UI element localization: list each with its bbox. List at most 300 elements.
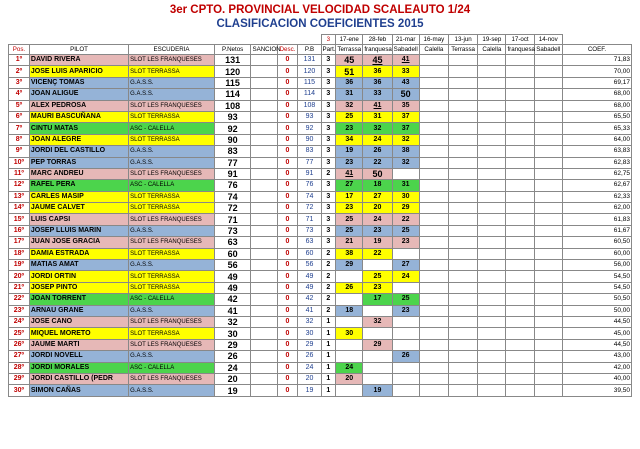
- row-pilot: JOSE CANO: [29, 316, 128, 327]
- row-race-7: [506, 77, 534, 88]
- row-points-net: 76: [214, 180, 251, 191]
- row-team: G.A.S.S.: [129, 89, 215, 100]
- row-race-7: [506, 134, 534, 145]
- row-points-net: 71: [214, 214, 251, 225]
- row-race-5: [449, 362, 478, 373]
- row-team: SLOT LES FRANQUESES: [129, 55, 215, 66]
- row-race-8: [534, 191, 562, 202]
- row-team: SLOT TERRASSA: [129, 328, 215, 339]
- row-race-3: [392, 168, 419, 179]
- row-discard: 0: [277, 77, 298, 88]
- row-participations: 2: [321, 271, 336, 282]
- row-race-5: [449, 271, 478, 282]
- row-race-4: [419, 282, 448, 293]
- row-discard: 0: [277, 214, 298, 225]
- row-pilot: CINTU MATAS: [29, 123, 128, 134]
- row-coefficient: 62,67: [562, 180, 631, 191]
- row-race-3: 32: [392, 134, 419, 145]
- row-race-2: 22: [363, 248, 392, 259]
- row-race-8: [534, 328, 562, 339]
- row-pilot: DAVID RIVERA: [29, 55, 128, 66]
- row-race-6: [478, 248, 506, 259]
- row-points-gross: 41: [298, 305, 321, 316]
- row-pos: 10º: [9, 157, 30, 168]
- row-participations: 2: [321, 282, 336, 293]
- row-coefficient: 43,00: [562, 351, 631, 362]
- row-team: SLOT TERRASSA: [129, 191, 215, 202]
- row-points-gross: 56: [298, 260, 321, 271]
- venue-1: Terrassa: [337, 46, 362, 53]
- row-team: ASC - CALELLA: [129, 123, 215, 134]
- row-team: SLOT TERRASSA: [129, 248, 215, 259]
- row-participations: 2: [321, 168, 336, 179]
- row-race-3: 35: [392, 100, 419, 111]
- races-count: 3: [321, 35, 336, 45]
- row-race-2: 23: [363, 282, 392, 293]
- row-pilot: JORDI NOVELL: [29, 351, 128, 362]
- row-race-1: 20: [336, 373, 363, 384]
- row-points-gross: 115: [298, 77, 321, 88]
- row-race-7: [506, 248, 534, 259]
- table-row: [9, 146, 632, 157]
- row-race-4: [419, 248, 448, 259]
- row-race-4: [419, 305, 448, 316]
- row-points-gross: 49: [298, 271, 321, 282]
- row-team: G.A.S.S.: [129, 146, 215, 157]
- row-race-8: [534, 248, 562, 259]
- row-race-4: [419, 146, 448, 157]
- row-sanction: [251, 305, 277, 316]
- row-team: SLOT LES FRANQUESES: [129, 214, 215, 225]
- row-discard: 0: [277, 316, 298, 327]
- row-sanction: [251, 351, 277, 362]
- date-2: 28-feb: [363, 35, 392, 45]
- venue-3: Sabadell: [393, 46, 418, 53]
- table-row: [9, 373, 632, 384]
- row-race-1: [336, 294, 363, 305]
- table-row: [9, 180, 632, 191]
- row-race-7: [506, 55, 534, 66]
- row-pos: 30º: [9, 385, 30, 396]
- row-race-5: [449, 111, 478, 122]
- row-race-8: [534, 362, 562, 373]
- table-row: [9, 66, 632, 77]
- row-points-gross: 60: [298, 248, 321, 259]
- row-race-1: 27: [336, 180, 363, 191]
- row-race-8: [534, 294, 562, 305]
- row-discard: 0: [277, 168, 298, 179]
- table-row: [9, 214, 632, 225]
- row-points-net: 115: [214, 77, 251, 88]
- row-race-6: [478, 316, 506, 327]
- row-points-net: 114: [214, 89, 251, 100]
- row-team: ASC - CALELLA: [129, 294, 215, 305]
- page-subtitle: CLASIFICACION COEFICIENTES 2015: [216, 18, 424, 30]
- row-coefficient: 40,00: [562, 373, 631, 384]
- row-race-3: [392, 328, 419, 339]
- row-points-net: 73: [214, 225, 251, 236]
- row-points-net: 77: [214, 157, 251, 168]
- table-row: [9, 134, 632, 145]
- row-discard: 0: [277, 123, 298, 134]
- row-pos: 26º: [9, 339, 30, 350]
- row-discard: 0: [277, 203, 298, 214]
- row-sanction: [251, 123, 277, 134]
- col-desc: Desc.: [277, 45, 298, 55]
- row-race-3: 43: [392, 77, 419, 88]
- row-coefficient: 45,00: [562, 328, 631, 339]
- row-team: G.A.S.S.: [129, 77, 215, 88]
- row-pilot: JORDI ORTIN: [29, 271, 128, 282]
- row-race-3: [392, 339, 419, 350]
- row-coefficient: 65,33: [562, 123, 631, 134]
- row-race-2: 18: [363, 180, 392, 191]
- row-sanction: [251, 282, 277, 293]
- row-pilot: MIQUEL MORETO: [29, 328, 128, 339]
- col-pnet: P.Netos: [214, 45, 251, 55]
- row-coefficient: 44,50: [562, 339, 631, 350]
- row-race-8: [534, 168, 562, 179]
- row-race-4: [419, 260, 448, 271]
- venue-7: franquesa: [507, 46, 535, 53]
- row-race-4: [419, 339, 448, 350]
- row-race-7: [506, 100, 534, 111]
- row-race-5: [449, 55, 478, 66]
- row-coefficient: 54,50: [562, 271, 631, 282]
- row-race-1: [336, 316, 363, 327]
- row-points-net: 30: [214, 328, 251, 339]
- row-discard: 0: [277, 237, 298, 248]
- row-race-5: [449, 203, 478, 214]
- row-pos: 15º: [9, 214, 30, 225]
- row-race-5: [449, 180, 478, 191]
- row-race-3: 32: [392, 157, 419, 168]
- col-pos: Pos.: [9, 45, 30, 55]
- row-coefficient: 65,50: [562, 111, 631, 122]
- row-race-5: [449, 260, 478, 271]
- row-race-1: 41: [336, 168, 363, 179]
- row-participations: 3: [321, 225, 336, 236]
- row-race-8: [534, 77, 562, 88]
- row-race-5: [449, 89, 478, 100]
- row-pos: 6º: [9, 111, 30, 122]
- row-race-4: [419, 237, 448, 248]
- col-part: Part.: [322, 46, 336, 53]
- row-race-6: [478, 237, 506, 248]
- row-sanction: [251, 237, 277, 248]
- row-race-1: [336, 339, 363, 350]
- row-participations: 2: [321, 260, 336, 271]
- row-discard: 0: [277, 134, 298, 145]
- row-points-net: 83: [214, 146, 251, 157]
- row-team: G.A.S.S.: [129, 260, 215, 271]
- row-pos: 5º: [9, 100, 30, 111]
- row-race-3: [392, 385, 419, 396]
- row-race-7: [506, 260, 534, 271]
- row-participations: 1: [321, 373, 336, 384]
- row-race-1: 19: [336, 146, 363, 157]
- table-row: [9, 260, 632, 271]
- row-race-7: [506, 89, 534, 100]
- row-discard: 0: [277, 271, 298, 282]
- row-points-gross: 71: [298, 214, 321, 225]
- row-race-4: [419, 77, 448, 88]
- row-race-4: [419, 168, 448, 179]
- row-race-7: [506, 282, 534, 293]
- row-participations: 3: [321, 146, 336, 157]
- row-race-5: [449, 328, 478, 339]
- row-discard: 0: [277, 362, 298, 373]
- row-discard: 0: [277, 385, 298, 396]
- row-pos: 17º: [9, 237, 30, 248]
- row-race-1: 31: [336, 89, 363, 100]
- row-race-6: [478, 134, 506, 145]
- row-race-2: 41: [363, 100, 392, 111]
- row-race-6: [478, 203, 506, 214]
- table-row: [9, 237, 632, 248]
- row-team: SLOT LES FRANQUESES: [129, 168, 215, 179]
- table-row: [9, 305, 632, 316]
- row-pos: 1º: [9, 55, 30, 66]
- row-sanction: [251, 66, 277, 77]
- date-5: 13-jun: [449, 35, 478, 45]
- row-pilot: ALEX PEDROSA: [29, 100, 128, 111]
- date-7: 17-oct: [506, 35, 534, 45]
- row-coefficient: 54,50: [562, 282, 631, 293]
- row-race-1: 30: [336, 328, 363, 339]
- row-participations: 3: [321, 89, 336, 100]
- row-sanction: [251, 100, 277, 111]
- row-sanction: [251, 294, 277, 305]
- row-race-4: [419, 385, 448, 396]
- row-pilot: JOSEP PINTO: [29, 282, 128, 293]
- row-points-gross: 131: [298, 55, 321, 66]
- row-race-8: [534, 305, 562, 316]
- row-race-5: [449, 66, 478, 77]
- row-race-7: [506, 339, 534, 350]
- row-race-1: 21: [336, 237, 363, 248]
- row-pos: 4º: [9, 89, 30, 100]
- row-pilot: JORDI MORALES: [29, 362, 128, 373]
- row-pos: 18º: [9, 248, 30, 259]
- row-points-net: 29: [214, 339, 251, 350]
- row-discard: 0: [277, 294, 298, 305]
- row-race-8: [534, 339, 562, 350]
- row-race-4: [419, 316, 448, 327]
- row-pos: 19º: [9, 260, 30, 271]
- row-points-net: 26: [214, 351, 251, 362]
- row-race-2: 23: [363, 225, 392, 236]
- row-pilot: JAUME MARTI: [29, 339, 128, 350]
- row-pos: 2º: [9, 66, 30, 77]
- row-race-8: [534, 316, 562, 327]
- row-sanction: [251, 373, 277, 384]
- row-coefficient: 62,83: [562, 157, 631, 168]
- row-pos: 27º: [9, 351, 30, 362]
- row-race-4: [419, 225, 448, 236]
- row-race-8: [534, 180, 562, 191]
- row-points-gross: 72: [298, 203, 321, 214]
- row-team: SLOT LES FRANQUESES: [129, 339, 215, 350]
- row-race-1: 38: [336, 248, 363, 259]
- row-points-gross: 63: [298, 237, 321, 248]
- date-3: 21-mar: [392, 35, 419, 45]
- row-race-3: 41: [392, 55, 419, 66]
- row-race-6: [478, 157, 506, 168]
- row-sanction: [251, 225, 277, 236]
- row-race-1: 17: [336, 191, 363, 202]
- row-race-4: [419, 100, 448, 111]
- row-race-2: 32: [363, 123, 392, 134]
- row-race-3: 22: [392, 214, 419, 225]
- row-points-net: 72: [214, 203, 251, 214]
- row-race-3: 27: [392, 260, 419, 271]
- row-race-8: [534, 282, 562, 293]
- row-race-3: 33: [392, 66, 419, 77]
- row-coefficient: 69,17: [562, 77, 631, 88]
- row-coefficient: 62,00: [562, 203, 631, 214]
- row-participations: 3: [321, 111, 336, 122]
- row-race-2: [363, 362, 392, 373]
- table-row: [9, 89, 632, 100]
- row-points-net: 93: [214, 111, 251, 122]
- row-race-2: 29: [363, 339, 392, 350]
- row-coefficient: 61,67: [562, 225, 631, 236]
- row-race-2: 33: [363, 89, 392, 100]
- row-race-2: 19: [363, 237, 392, 248]
- row-race-1: [336, 385, 363, 396]
- row-race-4: [419, 214, 448, 225]
- row-race-7: [506, 66, 534, 77]
- row-participations: 1: [321, 385, 336, 396]
- row-pilot: PEP TORRAS: [29, 157, 128, 168]
- row-points-net: 131: [214, 55, 251, 66]
- row-race-8: [534, 385, 562, 396]
- row-race-5: [449, 351, 478, 362]
- row-race-1: [336, 271, 363, 282]
- row-race-3: 26: [392, 351, 419, 362]
- row-race-5: [449, 385, 478, 396]
- row-participations: 3: [321, 66, 336, 77]
- row-team: G.A.S.S.: [129, 385, 215, 396]
- row-race-4: [419, 55, 448, 66]
- row-team: ASC - CALELLA: [129, 362, 215, 373]
- row-points-gross: 30: [298, 328, 321, 339]
- row-participations: 1: [321, 362, 336, 373]
- row-points-net: 63: [214, 237, 251, 248]
- row-race-6: [478, 123, 506, 134]
- row-participations: 1: [321, 316, 336, 327]
- row-race-2: [363, 305, 392, 316]
- row-race-1: 24: [336, 362, 363, 373]
- row-points-gross: 114: [298, 89, 321, 100]
- row-team: SLOT LES FRANQUESES: [129, 100, 215, 111]
- row-points-net: 49: [214, 282, 251, 293]
- row-race-7: [506, 111, 534, 122]
- row-race-7: [506, 271, 534, 282]
- row-pos: 24º: [9, 316, 30, 327]
- row-pos: 13º: [9, 191, 30, 202]
- row-race-6: [478, 100, 506, 111]
- row-race-2: 45: [363, 55, 392, 66]
- table-row: [9, 77, 632, 88]
- col-team: ESCUDERIA: [129, 45, 215, 55]
- row-race-1: 34: [336, 134, 363, 145]
- row-race-7: [506, 305, 534, 316]
- row-pos: 14º: [9, 203, 30, 214]
- row-sanction: [251, 260, 277, 271]
- row-race-4: [419, 203, 448, 214]
- row-coefficient: 44,50: [562, 316, 631, 327]
- table-row: [9, 328, 632, 339]
- row-race-2: 20: [363, 203, 392, 214]
- row-race-1: 36: [336, 77, 363, 88]
- row-race-5: [449, 373, 478, 384]
- row-pilot: MATIAS AMAT: [29, 260, 128, 271]
- row-race-7: [506, 373, 534, 384]
- row-race-7: [506, 351, 534, 362]
- row-coefficient: 62,33: [562, 191, 631, 202]
- row-participations: 2: [321, 248, 336, 259]
- table-row: [9, 100, 632, 111]
- row-race-3: 37: [392, 111, 419, 122]
- row-team: SLOT TERRASSA: [129, 282, 215, 293]
- row-pilot: CARLES MASIP: [29, 191, 128, 202]
- date-1: 17-ene: [336, 35, 363, 45]
- row-race-8: [534, 146, 562, 157]
- row-pos: 20º: [9, 271, 30, 282]
- row-team: SLOT TERRASSA: [129, 271, 215, 282]
- row-coefficient: 71,83: [562, 55, 631, 66]
- row-race-6: [478, 305, 506, 316]
- row-team: SLOT LES FRANQUESES: [129, 316, 215, 327]
- row-race-4: [419, 328, 448, 339]
- row-sanction: [251, 55, 277, 66]
- row-sanction: [251, 89, 277, 100]
- row-race-8: [534, 237, 562, 248]
- row-race-4: [419, 123, 448, 134]
- row-race-6: [478, 77, 506, 88]
- row-race-5: [449, 123, 478, 134]
- table-row: [9, 203, 632, 214]
- row-race-5: [449, 225, 478, 236]
- row-race-7: [506, 191, 534, 202]
- row-race-7: [506, 362, 534, 373]
- row-coefficient: 70,00: [562, 66, 631, 77]
- row-race-7: [506, 123, 534, 134]
- row-race-3: 23: [392, 305, 419, 316]
- row-discard: 0: [277, 260, 298, 271]
- row-race-7: [506, 328, 534, 339]
- row-points-gross: 93: [298, 111, 321, 122]
- row-coefficient: 63,83: [562, 146, 631, 157]
- row-race-8: [534, 66, 562, 77]
- row-race-6: [478, 214, 506, 225]
- row-participations: 3: [321, 191, 336, 202]
- row-participations: 3: [321, 55, 336, 66]
- row-team: G.A.S.S.: [129, 225, 215, 236]
- row-race-7: [506, 214, 534, 225]
- row-pilot: JAUME CALVET: [29, 203, 128, 214]
- row-points-gross: 26: [298, 351, 321, 362]
- row-race-6: [478, 385, 506, 396]
- row-race-7: [506, 385, 534, 396]
- row-points-gross: 108: [298, 100, 321, 111]
- row-pos: 29º: [9, 373, 30, 384]
- row-race-6: [478, 66, 506, 77]
- row-race-1: 18: [336, 305, 363, 316]
- row-points-net: 24: [214, 362, 251, 373]
